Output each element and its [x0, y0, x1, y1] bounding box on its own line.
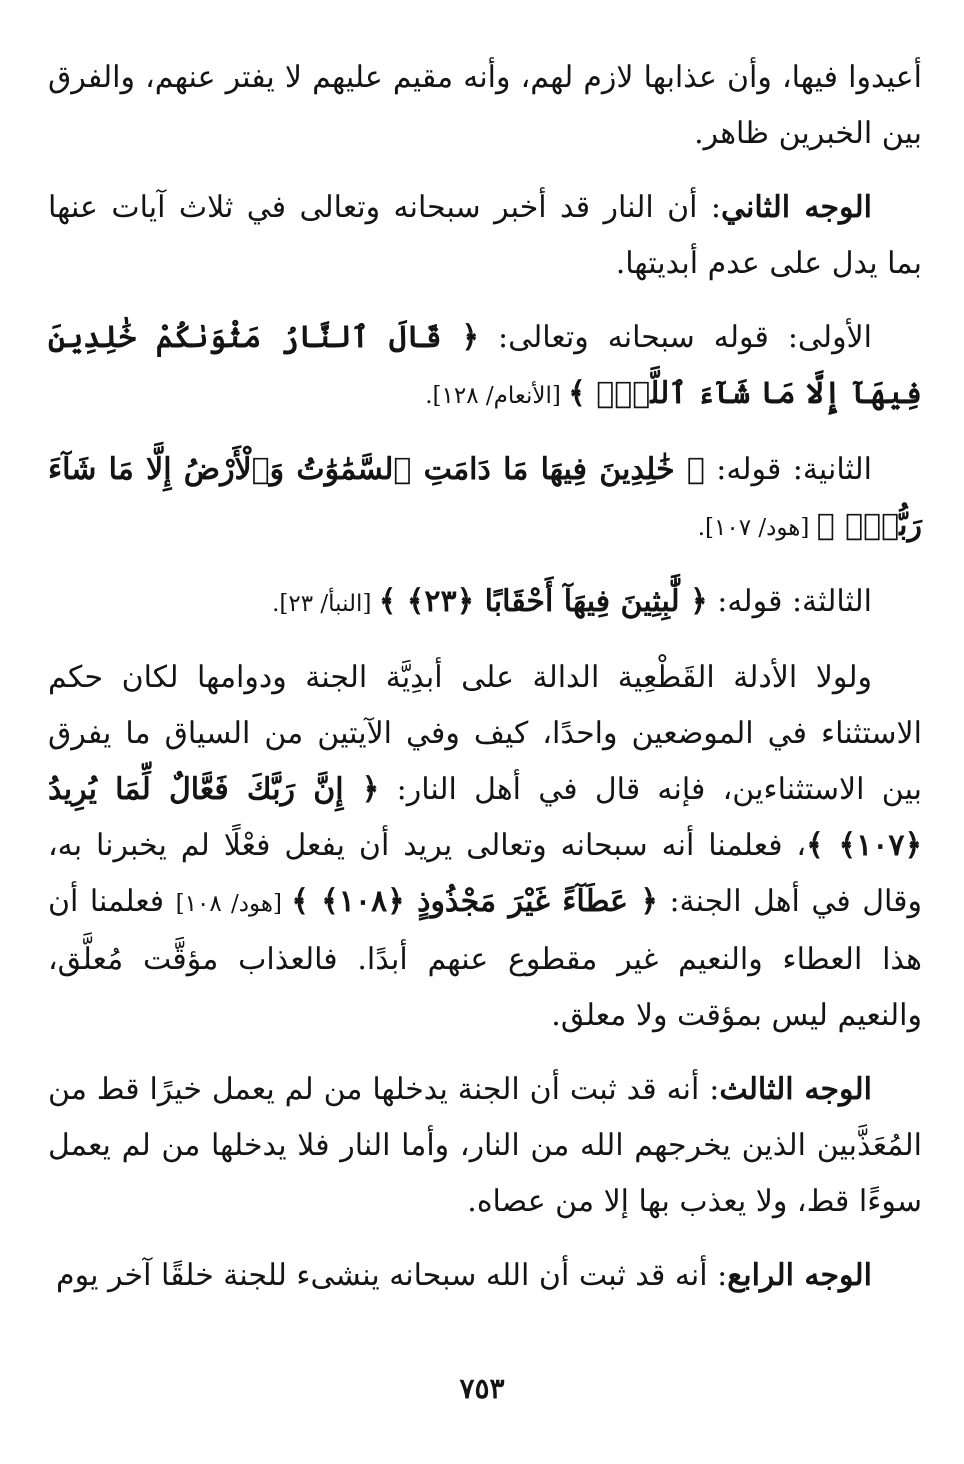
paragraph-text: : أنه قد ثبت أن الجنة يدخلها من لم يعمل خيرًا قط من المُعَذَّبين الذين يخرجهم الله من النار، وأما النار فلا يدخلها من لم يعمل سوءًا قط، ولا يعذب بها إلا من عصاه. [48, 1072, 922, 1219]
paragraph-first-verse [48, 310, 922, 424]
verse-reference: [هود/ ١٠٧]. [697, 515, 817, 541]
section-heading: الوجه الرابع [727, 1258, 872, 1293]
verse-intro: الثالثة: قوله: [707, 584, 872, 619]
section-heading: الوجه الثاني [721, 190, 872, 225]
paragraph-fourth-aspect [48, 1248, 922, 1304]
paragraph-continuation [48, 50, 922, 162]
paragraph-text: أعيدوا فيها، وأن عذابها لازم لهم، وأنه مقيم عليهم لا يفتر عنهم، والفرق بين الخبرين ظاهر. [48, 60, 922, 151]
paragraph-second-aspect [48, 180, 922, 292]
paragraph-third-aspect [48, 1062, 922, 1230]
paragraph-text: ولولا الأدلة القَطْعِية الدالة على أبدِيَّة الجنة ودوامها لكان حكم الاستثناء في الموضعين واحدًا، كيف وفي الآيتين من السياق ما يفرق بين الاستثناءين، فإنه قال في أهل النار: [48, 660, 922, 807]
paragraph-text: : أنه قد ثبت أن الله سبحانه ينشىء للجنة خلقًا آخر يوم [56, 1258, 728, 1293]
paragraph-text: فعلمنا أن هذا العطاء والنعيم غير مقطوع عنهم أبدًا. فالعذاب مؤقَّت مُعلَّق، والنعيم ليس بمؤقت ولا معلق. [48, 884, 922, 1033]
verse-intro: الأولى: قوله سبحانه وتعالى: [479, 320, 872, 355]
section-heading: الوجه الثالث [719, 1072, 872, 1107]
page-number: ٧٥٣ [459, 1372, 505, 1405]
quran-verse: ﴿ عَطَآءً غَيْرَ مَجْذُوذٍ ﴿١٠٨﴾ ﴾ [291, 884, 658, 919]
paragraph-text: : أن النار قد أخبر سبحانه وتعالى في ثلاث آيات عنها بما يدل على عدم أبديتها. [48, 190, 922, 281]
book-page [48, 50, 922, 1304]
verse-reference: [هود/ ١٠٨] [175, 891, 292, 917]
quran-verse: ﴿ قَالَ ٱلنَّارُ مَثْوَىٰكُمْ خَٰلِدِينَ فِيهَآ إِلَّا مَا شَآءَ ٱللَّهُۗ ﴾ [48, 320, 922, 411]
quran-verse: ﴿ خَٰلِدِينَ فِيهَا مَا دَامَتِ ٱلسَّمَٰوَٰتُ وَٱلْأَرْضُ إِلَّا مَا شَآءَ رَبُّكَۚ ﴾ [48, 452, 922, 543]
paragraph-argument [48, 650, 922, 1044]
quran-verse: ﴿ لَّٰبِثِينَ فِيهَآ أَحْقَابًا ﴿٢٣﴾ ﴾ [378, 584, 708, 619]
paragraph-third-verse [48, 574, 922, 632]
paragraph-second-verse [48, 442, 922, 556]
verse-intro: الثانية: قوله: [704, 452, 872, 487]
verse-reference: [النبأ/ ٢٣]. [272, 591, 379, 617]
paragraph-text: ، فعلمنا أنه سبحانه وتعالى يريد أن يفعل فعْلًا لم يخبرنا به، وقال في أهل الجنة: [48, 828, 922, 919]
quran-verse: ﴿ إِنَّ رَبَّكَ فَعَّالٌ لِّمَا يُرِيدُ ﴿١٠٧﴾ ﴾ [48, 772, 923, 863]
verse-reference: [الأنعام/ ١٢٨]. [425, 383, 569, 409]
